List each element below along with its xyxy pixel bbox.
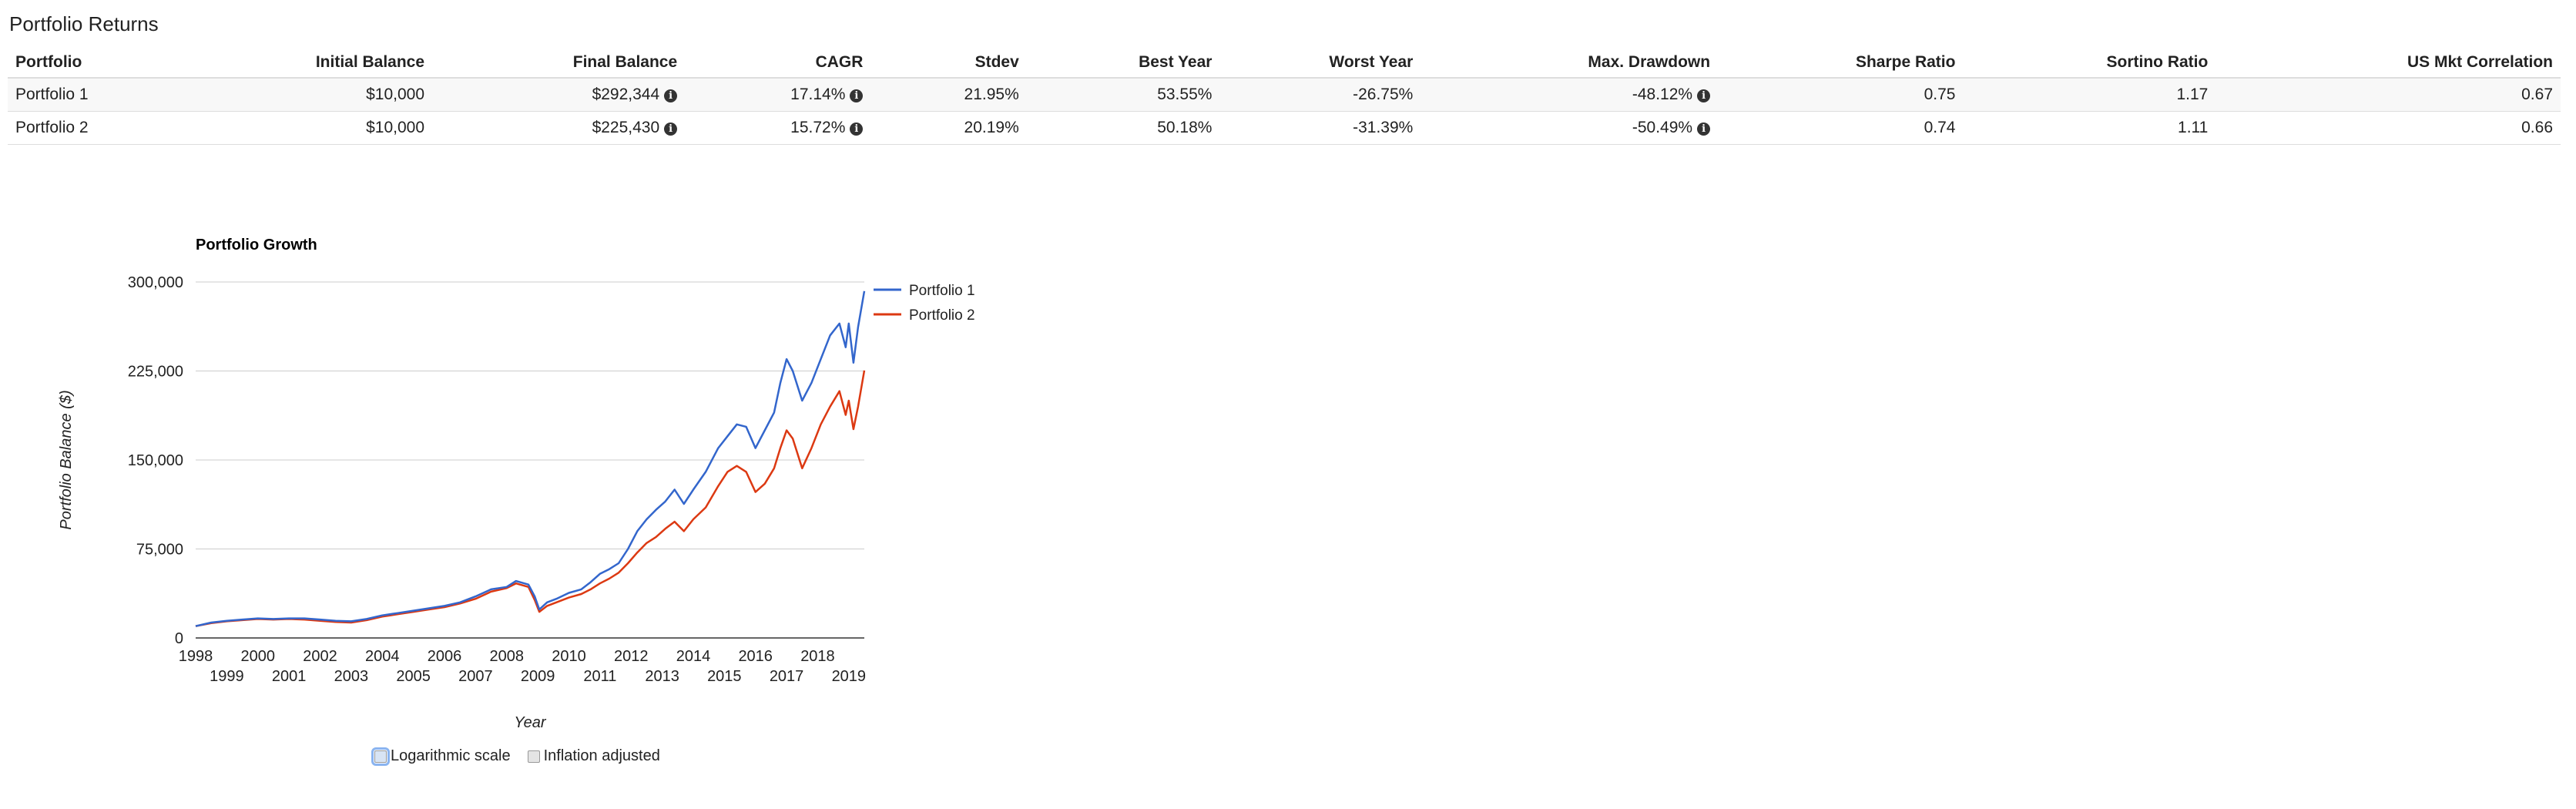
x-tick-label: 2016 bbox=[738, 648, 773, 665]
portfolio-returns-table bbox=[8, 48, 2561, 145]
y-tick-label: 225,000 bbox=[127, 363, 183, 381]
cell-value: 1.17 bbox=[2176, 86, 2209, 103]
x-tick-label: 2015 bbox=[707, 668, 742, 685]
table-cell bbox=[1027, 78, 1220, 112]
table-cell bbox=[186, 78, 432, 112]
cell-value: -50.49% bbox=[1632, 119, 1693, 136]
table-cell bbox=[1219, 112, 1420, 145]
table-cell bbox=[870, 78, 1026, 112]
column-header: Max. Drawdown bbox=[1420, 48, 1718, 78]
cell-value: 21.95% bbox=[964, 86, 1019, 103]
cell-value: 20.19% bbox=[964, 119, 1019, 136]
table-cell bbox=[8, 78, 186, 112]
column-header: Sharpe Ratio bbox=[1718, 48, 1963, 78]
x-tick-label: 2007 bbox=[458, 668, 493, 685]
table-cell bbox=[432, 112, 685, 145]
y-tick-label: 0 bbox=[174, 630, 183, 647]
inflation-adjusted-option[interactable] bbox=[528, 747, 660, 765]
table-cell bbox=[870, 112, 1026, 145]
cell-value: 50.18% bbox=[1157, 119, 1213, 136]
table-cell bbox=[1963, 112, 2215, 145]
table-cell bbox=[1718, 112, 1963, 145]
table-cell bbox=[186, 112, 432, 145]
x-tick-label: 2017 bbox=[769, 668, 804, 685]
inflation-adjusted-checkbox[interactable] bbox=[528, 750, 540, 763]
log-scale-label: Logarithmic scale bbox=[391, 747, 511, 764]
cell-value: 0.67 bbox=[2521, 86, 2553, 103]
x-tick-label: 2004 bbox=[364, 648, 400, 665]
legend-label: Portfolio 2 bbox=[909, 307, 975, 324]
x-tick-label: 2018 bbox=[800, 648, 835, 665]
cell-value: $10,000 bbox=[366, 86, 425, 103]
table-cell bbox=[685, 112, 870, 145]
table-cell bbox=[2215, 78, 2561, 112]
cell-value: -48.12% bbox=[1632, 86, 1693, 103]
column-header: Initial Balance bbox=[186, 48, 432, 78]
x-tick-label: 2000 bbox=[240, 648, 275, 665]
x-tick-label: 2012 bbox=[613, 648, 649, 665]
legend-label: Portfolio 1 bbox=[909, 283, 975, 299]
x-tick-label: 2014 bbox=[676, 648, 711, 665]
cell-value: 53.55% bbox=[1157, 86, 1213, 103]
cell-value: 0.66 bbox=[2521, 119, 2553, 136]
table-cell bbox=[1027, 112, 1220, 145]
section-title: Portfolio Returns bbox=[9, 12, 159, 35]
table-cell bbox=[685, 78, 870, 112]
table-cell bbox=[1420, 112, 1718, 145]
table-cell bbox=[432, 78, 685, 112]
table-cell bbox=[1219, 78, 1420, 112]
x-tick-label: 2010 bbox=[552, 648, 586, 665]
cell-value: 17.14% bbox=[790, 86, 846, 103]
cell-value: -26.75% bbox=[1353, 86, 1414, 103]
cell-value: $225,430 bbox=[592, 119, 660, 136]
column-header: Worst Year bbox=[1219, 48, 1420, 78]
info-circle-icon[interactable]: i bbox=[850, 123, 863, 136]
x-tick-label: 2011 bbox=[583, 668, 617, 685]
cell-value: $10,000 bbox=[366, 119, 425, 136]
table-cell bbox=[1420, 78, 1718, 112]
table-cell bbox=[1963, 78, 2215, 112]
x-tick-label: 2008 bbox=[489, 648, 524, 665]
x-tick-label: 2006 bbox=[427, 648, 462, 665]
info-circle-icon[interactable]: i bbox=[664, 89, 677, 102]
y-tick-label: 150,000 bbox=[127, 452, 183, 469]
x-tick-label: 2019 bbox=[831, 668, 867, 685]
table-row bbox=[8, 78, 2561, 112]
column-header: Portfolio bbox=[8, 48, 186, 78]
column-header: US Mkt Correlation bbox=[2215, 48, 2561, 78]
table-cell bbox=[2215, 112, 2561, 145]
cell-value: $292,344 bbox=[592, 86, 660, 103]
cell-value: 1.11 bbox=[2178, 119, 2209, 136]
column-header: Stdev bbox=[870, 48, 1026, 78]
chart-title: Portfolio Growth bbox=[196, 237, 317, 253]
info-circle-icon[interactable]: i bbox=[850, 89, 863, 102]
x-tick-label: 1998 bbox=[178, 648, 213, 665]
series-line bbox=[196, 291, 864, 626]
log-scale-option[interactable] bbox=[374, 747, 511, 765]
cell-value: 0.75 bbox=[1924, 86, 1956, 103]
x-tick-label: 2002 bbox=[303, 648, 337, 665]
x-tick-label: 2013 bbox=[645, 668, 679, 685]
info-circle-icon[interactable]: i bbox=[1697, 89, 1710, 102]
y-axis-label: Portfolio Balance ($) bbox=[58, 390, 75, 530]
info-circle-icon[interactable]: i bbox=[664, 123, 677, 136]
y-tick-label: 300,000 bbox=[127, 274, 183, 291]
table-body bbox=[8, 78, 2561, 145]
column-header: Best Year bbox=[1027, 48, 1220, 78]
x-axis-label: Year bbox=[514, 714, 546, 731]
chart-options bbox=[374, 747, 677, 765]
x-tick-label: 1999 bbox=[210, 668, 244, 685]
chart-svg bbox=[46, 231, 1001, 786]
table-cell bbox=[1718, 78, 1963, 112]
x-tick-label: 2003 bbox=[334, 668, 369, 685]
cell-value: 15.72% bbox=[790, 119, 846, 136]
table-cell bbox=[8, 112, 186, 145]
column-header: CAGR bbox=[685, 48, 870, 78]
inflation-adjusted-label: Inflation adjusted bbox=[543, 747, 660, 764]
cell-value: 0.74 bbox=[1924, 119, 1956, 136]
column-header: Sortino Ratio bbox=[1963, 48, 2215, 78]
cell-value: -31.39% bbox=[1353, 119, 1414, 136]
table-header-row bbox=[8, 48, 2561, 78]
x-tick-label: 2001 bbox=[271, 668, 307, 685]
x-tick-label: 2009 bbox=[520, 668, 555, 685]
cell-value: Portfolio 2 bbox=[15, 119, 89, 136]
info-circle-icon[interactable]: i bbox=[1697, 123, 1710, 136]
column-header: Final Balance bbox=[432, 48, 685, 78]
cell-value: Portfolio 1 bbox=[15, 86, 89, 103]
x-tick-label: 2005 bbox=[396, 668, 431, 685]
table-row bbox=[8, 112, 2561, 145]
log-scale-checkbox[interactable] bbox=[374, 750, 387, 763]
portfolio-growth-chart bbox=[46, 231, 1001, 786]
y-tick-label: 75,000 bbox=[136, 541, 183, 559]
